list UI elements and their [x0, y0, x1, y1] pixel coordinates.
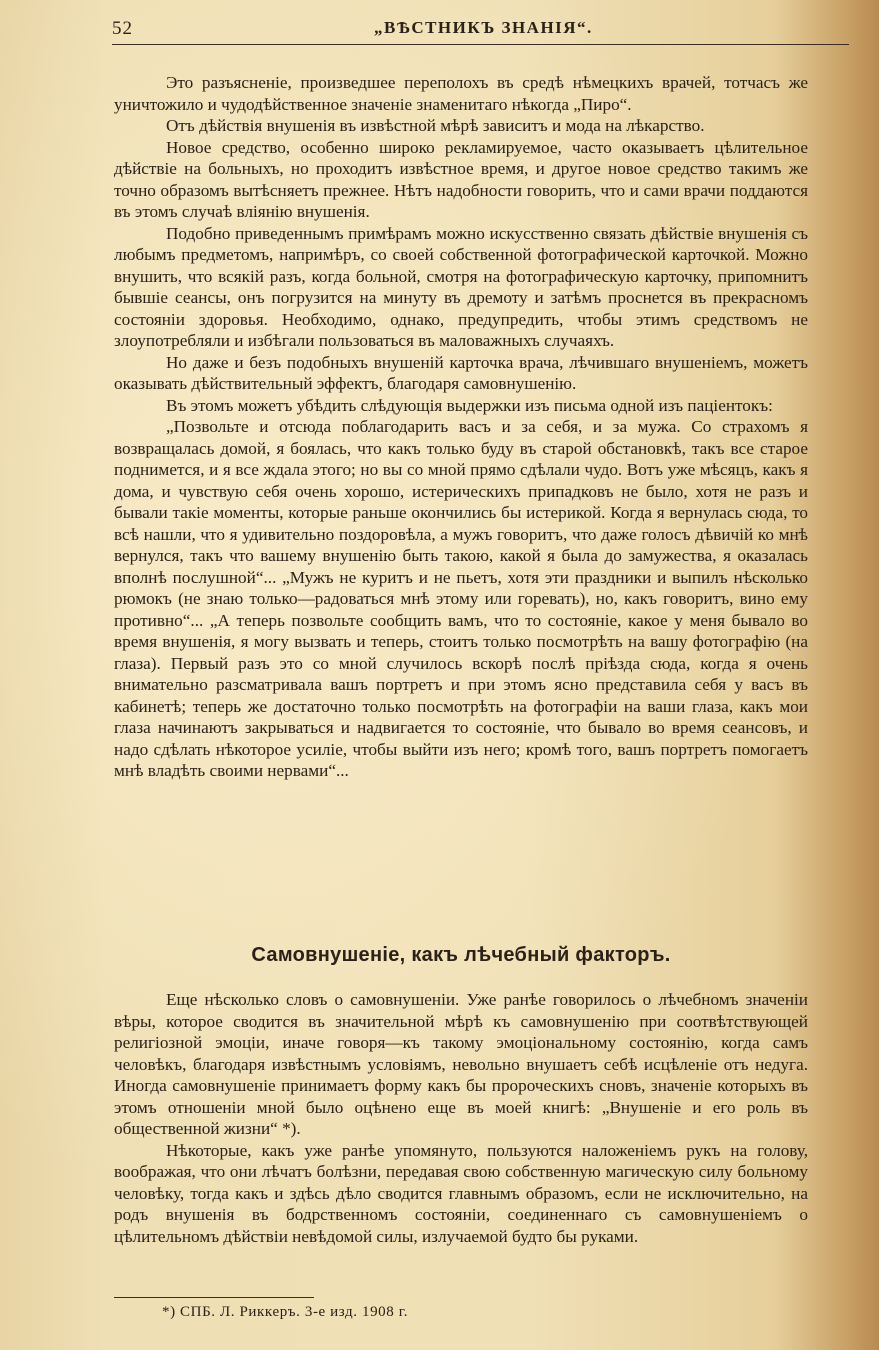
- page-header: [112, 18, 849, 45]
- paragraph: Это разъясненіе, произведшее переполохъ въ средѣ нѣмецкихъ врачей, тотчасъ же уничтожило и чудодѣйственное значеніе знаменитаго нѣкогда „Пиро“.: [114, 73, 808, 114]
- section-heading: Самовнушеніе, какъ лѣчебный факторъ.: [251, 944, 671, 966]
- running-title: „ВѢСТНИКЪ ЗНАНІЯ“.: [374, 18, 593, 37]
- quoted-letter: „Позвольте и отсюда поблагодарить васъ и за себя, и за мужа. Со страхомъ я возвращалась домой, я боялась, что какъ только буду въ старой обстановкѣ, такъ все старое поднимется, и я все ждала этого; но вы со мной прямо сдѣлали чудо. Вотъ уже мѣсяцъ, какъ я дома, и чувствую себя очень хорошо, истерическихъ припадковъ не было, хотя не разъ и бывали такіе моменты, которые раньше окончились бы истерикой. Когда я вернулась сюда, то всѣ нашли, что я удивительно поздоровѣла, а мужъ говоритъ, что даже голосъ дѣвичій ко мнѣ вернулся, такъ что вашему внушенію быть такою, какой я была до замужества, я оказалась вполнѣ послушной“... „Мужъ не куритъ и не пьетъ, хотя эти праздники и выпилъ нѣсколько рюмокъ (не знаю только—радоваться мнѣ этому или горевать), но, какъ говоритъ, вино ему противно“... „А теперь позвольте сообщить вамъ, что то состояніе, какое у меня бывало во время внушенія, я могу вызвать и теперь, стоитъ только посмотрѣть на вашу фотографію (на глаза). Первый разъ это со мной случилось вскорѣ послѣ пріѣзда сюда, когда я очень внимательно разсматривала вашъ портретъ и при этомъ ясно представила себя у васъ въ кабинетѣ; теперь же достаточно только посмотрѣть на фотографіи на ваши глаза, какъ мои глаза начинаютъ закрываться и надвигается то состояніе, что бывало во время сеансовъ, и надо сдѣлать нѣкоторое усиліе, чтобы выйти изъ него; кромѣ того, вашъ портретъ помогаетъ мнѣ владѣть своими нервами“...: [114, 417, 808, 780]
- footnote-divider: [114, 1297, 314, 1298]
- paragraph: Но даже и безъ подобныхъ внушеній карточка врача, лѣчившаго внушеніемъ, можетъ оказывать дѣйствительный эффектъ, благодаря самовнушенію.: [114, 352, 808, 393]
- paragraph: Подобно приведеннымъ примѣрамъ можно искусственно связать дѣйствіе внушенія съ любымъ предметомъ, напримѣръ, со своей собственной фотографической карточкой. Можно внушить, что всякій разъ, когда больной, смотря на фотографическую карточку, припомнитъ бывшіе сеансы, онъ погрузится на минуту въ дремоту и затѣмъ проснется въ прекрасномъ состояніи здоровья. Необходимо, однако, предупредить, чтобы этимъ средствомъ не злоупотребляли и избѣгали пользоваться въ маловажныхъ случаяхъ.: [114, 223, 808, 350]
- paragraph: Нѣкоторые, какъ уже ранѣе упомянуто, пользуются наложеніемъ рукъ на голову, воображая, что они лѣчатъ болѣзни, передавая свою собственную магическую силу больному человѣку, тогда какъ и здѣсь дѣло сводится главнымъ образомъ, если не исключительно, на родъ внушенія въ бодрственномъ состояніи, соединеннаго съ самовнушеніемъ о цѣлительномъ дѣйствіи невѣдомой силы, излучаемой будто бы руками.: [114, 1140, 808, 1246]
- paragraph: Отъ дѣйствія внушенія въ извѣстной мѣрѣ зависитъ и мода на лѣкарство.: [166, 116, 705, 135]
- footnote: *) СПБ. Л. Риккеръ. 3-е изд. 1908 г.: [162, 1304, 409, 1320]
- paragraph: Новое средство, особенно широко рекламируемое, часто оказываетъ цѣлительное дѣйствіе на больныхъ, но проходитъ извѣстное время, и другое новое средство такимъ же точно образомъ вытѣсняетъ прежнее. Нѣтъ надобности говорить, что и сами врачи поддаются въ этомъ случаѣ вліянію внушенія.: [114, 137, 808, 221]
- page-number: 52: [112, 18, 133, 39]
- body-text-section-2: [114, 989, 808, 1247]
- paragraph: Въ этомъ можетъ убѣдить слѣдующія выдержки изъ письма одной изъ паціентокъ:: [166, 395, 773, 415]
- paragraph: Еще нѣсколько словъ о самовнушеніи. Уже ранѣе говорилось о лѣчебномъ значеніи вѣры, которое сводится въ значительной мѣрѣ къ самовнушенію при соотвѣтствующей религіозной эмоціи, иначе говоря—къ такому эмоціональному состоянію, когда самъ человѣкъ, благодаря извѣстнымъ условіямъ, невольно внушаетъ себѣ исцѣленіе отъ недуга. Иногда самовнушеніе принимаетъ форму какъ бы пророческихъ сновъ, значеніе которыхъ въ этомъ отношеніи мной было оцѣнено еще въ моей книгѣ: „Внушеніе и его роль въ общественной жизни“ *).: [114, 990, 808, 1138]
- body-text-section-1: [114, 72, 808, 782]
